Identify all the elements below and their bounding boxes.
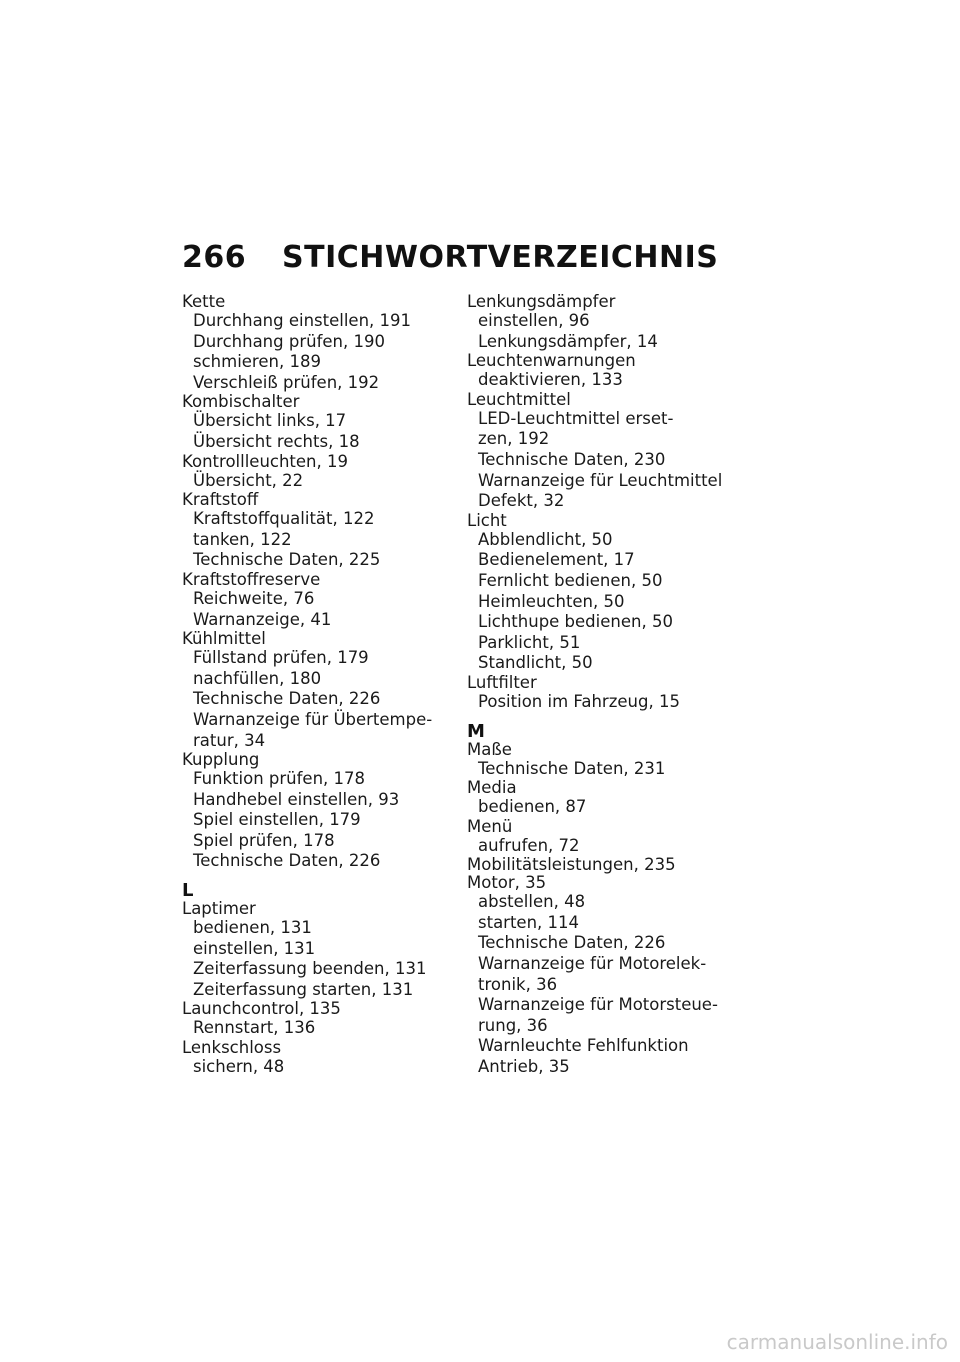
index-subentry: Technische Daten, 230 <box>478 449 666 469</box>
index-subentry: Defekt, 32 <box>478 491 565 511</box>
index-term: Kontrollleuchten, 19 <box>182 451 348 471</box>
index-term: Leuchtenwarnungen <box>467 351 636 371</box>
index-subentry: bedienen, 131 <box>193 918 312 938</box>
index-subentry: aufrufen, 72 <box>478 835 580 855</box>
index-subentry: Übersicht links, 17 <box>193 411 347 431</box>
index-subentry: bedienen, 87 <box>478 797 587 817</box>
index-term: Lenkschloss <box>182 1038 282 1058</box>
index-subentry: Warnanzeige für Leuchtmittel <box>478 470 723 490</box>
section-letter: L <box>182 880 194 902</box>
index-subentry: abstellen, 48 <box>478 892 586 912</box>
index-subentry: Warnanzeige für Motorelek- <box>478 954 707 974</box>
index-subentry: Warnleuchte Fehlfunktion <box>478 1036 689 1056</box>
index-subentry: Warnanzeige für Motorsteue- <box>478 995 718 1015</box>
index-subentry: Lenkungsdämpfer, 14 <box>478 331 658 351</box>
index-subentry: starten, 114 <box>478 912 580 932</box>
index-subentry: Warnanzeige für Übertempe- <box>193 709 433 729</box>
index-subentry: Technische Daten, 226 <box>193 851 381 871</box>
index-subentry: Technische Daten, 225 <box>193 550 381 570</box>
index-subentry: Spiel einstellen, 179 <box>193 810 361 830</box>
index-subentry: LED-Leuchtmittel erset- <box>478 408 674 428</box>
index-subentry: Technische Daten, 226 <box>193 689 381 709</box>
index-subentry: Spiel prüfen, 178 <box>193 830 335 850</box>
index-subentry: Funktion prüfen, 178 <box>193 769 366 789</box>
index-subentry: zen, 192 <box>478 429 550 449</box>
index-term: Motor, 35 <box>467 873 547 893</box>
index-subentry: Füllstand prüfen, 179 <box>193 648 369 668</box>
index-subentry: Bedienelement, 17 <box>478 550 635 570</box>
index-subentry: Standlicht, 50 <box>478 653 593 673</box>
index-subentry: Rennstart, 136 <box>193 1018 316 1038</box>
index-term: Menü <box>467 816 513 836</box>
page-title: STICHWORTVERZEICHNIS <box>282 240 719 275</box>
index-subentry: Reichweite, 76 <box>193 588 315 608</box>
index-subentry: Zeiterfassung beenden, 131 <box>193 959 427 979</box>
index-column-right <box>467 293 767 1078</box>
index-term: Licht <box>467 510 507 530</box>
index-subentry: Technische Daten, 226 <box>478 933 666 953</box>
index-subentry: einstellen, 96 <box>478 311 590 330</box>
index-term: Maße <box>467 739 512 759</box>
index-term: Kupplung <box>182 750 260 770</box>
index-term: Media <box>467 778 517 798</box>
index-subentry: Parklicht, 51 <box>478 632 581 652</box>
index-subentry: Übersicht, 22 <box>193 470 304 490</box>
index-subentry: Position im Fahrzeug, 15 <box>478 691 680 711</box>
index-subentry: sichern, 48 <box>193 1057 285 1077</box>
index-term: Leuchtmittel <box>467 389 571 409</box>
index-term: Laptimer <box>182 899 256 919</box>
index-term: Kraftstoff <box>182 490 259 510</box>
index-subentry: tronik, 36 <box>478 974 558 994</box>
index-subentry: einstellen, 131 <box>193 938 316 958</box>
index-subentry: Übersicht rechts, 18 <box>193 431 360 451</box>
page-number: 266 <box>182 240 247 275</box>
index-term: Lenkungsdämpfer <box>467 292 616 311</box>
index-column-left <box>182 293 482 1078</box>
index-subentry: Fernlicht bedienen, 50 <box>478 570 663 590</box>
index-term: Mobilitätsleistungen, 235 <box>467 855 676 875</box>
index-term: Kette <box>182 292 226 311</box>
watermark: carmanualsonline.info <box>726 1330 948 1354</box>
page-header <box>182 240 718 275</box>
index-subentry: Kraftstoffqualität, 122 <box>193 509 375 529</box>
index-subentry: tanken, 122 <box>193 529 292 549</box>
index-subentry: Abblendlicht, 50 <box>478 529 613 549</box>
index-term: Launchcontrol, 135 <box>182 999 341 1019</box>
index-subentry: schmieren, 189 <box>193 352 321 372</box>
index-subentry: Lichthupe bedienen, 50 <box>478 612 673 632</box>
index-term: Kühlmittel <box>182 629 266 649</box>
index-subentry: Technische Daten, 231 <box>478 758 666 778</box>
section-letter: M <box>467 720 485 742</box>
index-term: Luftfilter <box>467 672 537 692</box>
index-subentry: rung, 36 <box>478 1015 548 1035</box>
index-subentry: Handhebel einstellen, 93 <box>193 789 400 809</box>
index-subentry: Zeiterfassung starten, 131 <box>193 979 414 999</box>
index-subentry: Verschleiß prüfen, 192 <box>193 372 380 392</box>
index-subentry: nachfüllen, 180 <box>193 668 322 688</box>
index-subentry: deaktivieren, 133 <box>478 370 623 390</box>
index-term: Kraftstoffreserve <box>182 569 321 589</box>
index-subentry: Warnanzeige, 41 <box>193 609 332 629</box>
index-subentry: Durchhang prüfen, 190 <box>193 331 385 351</box>
index-subentry: ratur, 34 <box>193 730 266 750</box>
index-subentry: Durchhang einstellen, 191 <box>193 311 412 330</box>
index-subentry: Antrieb, 35 <box>478 1057 570 1077</box>
index-subentry: Heimleuchten, 50 <box>478 591 625 611</box>
index-term: Kombischalter <box>182 392 300 412</box>
